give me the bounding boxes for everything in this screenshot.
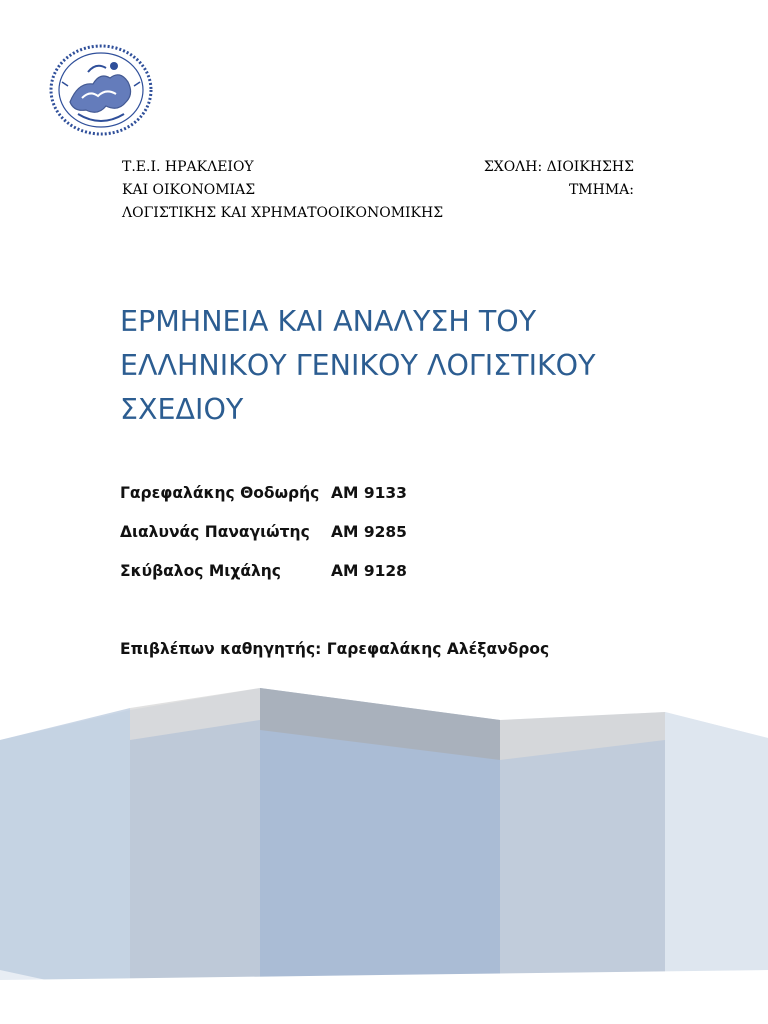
header-line-3 [122, 202, 634, 225]
student-name: Γαρεφαλάκης Θοδωρής [120, 484, 320, 502]
title-line-3: ΣΧΕΔΙΟΥ [120, 393, 244, 426]
document-title [120, 300, 680, 432]
header-line-1 [122, 156, 634, 179]
student-am: ΑΜ 9285 [331, 523, 407, 541]
header-school: ΣΧΟΛΗ: ΔΙΟΙΚΗΣΗΣ [483, 159, 634, 175]
student-am: ΑΜ 9128 [331, 562, 407, 580]
title-line-1: ΕΡΜΗΝΕΙΑ ΚΑΙ ΑΝΑΛΥΣΗ ΤΟΥ [120, 305, 537, 338]
institution-seal-logo [48, 42, 154, 138]
decor-slab-right [500, 740, 665, 992]
header-department-label: ΤΜΗΜΑ: [568, 182, 634, 198]
header-institution: Τ.Ε.Ι. ΗΡΑΚΛΕΙΟΥ [122, 159, 254, 175]
student-am: ΑΜ 9133 [331, 484, 407, 502]
cover-decoration [0, 680, 768, 1024]
student-name: Σκύβαλος Μιχάλης [120, 562, 281, 580]
institution-header [122, 156, 634, 225]
decor-slab-left [0, 708, 130, 998]
title-line-2: ΕΛΛΗΝΙΚΟΥ ΓΕΝΙΚΟΥ ΛΟΓΙΣΤΙΚΟΥ [120, 349, 596, 382]
header-school-cont: ΚΑΙ ΟΙΚΟΝΟΜΙΑΣ [122, 182, 256, 198]
decor-overlay-left [130, 720, 260, 998]
student-name: Διαλυνάς Παναγιώτης [120, 523, 310, 541]
header-line-2 [122, 179, 634, 202]
decor-slab-far-right [665, 712, 768, 992]
header-department: ΛΟΓΙΣΤΙΚΗΣ ΚΑΙ ΧΡΗΜΑΤΟΟΙΚΟΝΟΜΙΚΗΣ [122, 205, 444, 221]
supervisor-line: Επιβλέπων καθηγητής: Γαρεφαλάκης Αλέξανδρος [120, 640, 550, 658]
